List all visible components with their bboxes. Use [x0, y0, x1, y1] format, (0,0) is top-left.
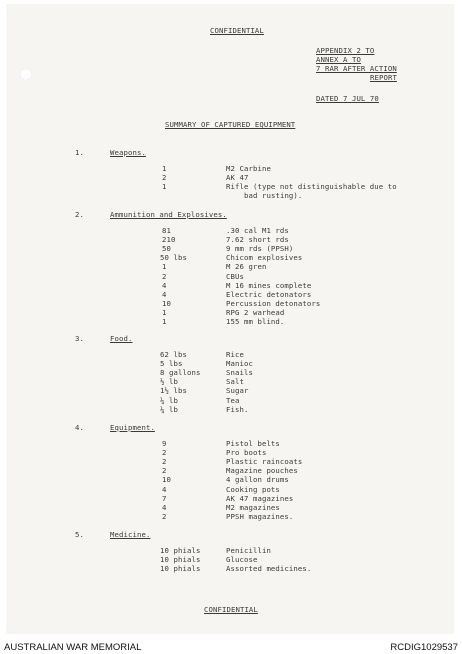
item-quantity: 50 [162, 244, 171, 254]
archive-name: AUSTRALIAN WAR MEMORIAL [4, 642, 142, 653]
item-description: Glucose [226, 555, 258, 565]
item-description: Snails [226, 368, 253, 378]
item-description: AK 47 magazines [226, 493, 294, 503]
classification-top: CONFIDENTIAL [210, 26, 264, 35]
section-title: Food. [110, 334, 133, 343]
item-description: 9 mm rds (PPSH) [226, 244, 294, 254]
item-description: .30 cal M1 rds [226, 226, 289, 235]
item-quantity: 4 [162, 502, 167, 512]
appendix-line-3: 7 RAR AFTER ACTION [316, 64, 397, 73]
document-title: SUMMARY OF CAPTURED EQUIPMENT [165, 120, 296, 129]
item-description: Salt [226, 377, 244, 387]
item-quantity: 4 [162, 289, 167, 299]
item-description: Assorted medicines. [226, 564, 312, 574]
item-description: Pistol belts [226, 439, 280, 448]
item-quantity: 10 [162, 475, 171, 485]
appendix-line-2: ANNEX A TO [316, 55, 361, 64]
item-quantity: 4 [162, 484, 167, 494]
item-description: CBUs [226, 271, 244, 281]
section-title: Equipment. [110, 423, 155, 432]
item-quantity: 1 [162, 262, 167, 272]
item-description: PPSH magazines. [226, 511, 294, 521]
item-quantity: 10 phials [160, 546, 201, 555]
item-quantity: 10 [162, 298, 171, 308]
item-description: M2 Carbine [226, 164, 271, 173]
item-quantity: 1 [162, 164, 167, 173]
item-description: Plastic raincoats [226, 457, 303, 467]
item-quantity: 5 lbs [160, 359, 183, 369]
item-description: Cooking pots [226, 484, 280, 494]
appendix-line-1: APPENDIX 2 TO [316, 46, 375, 55]
item-description: M 16 mines complete [226, 280, 312, 290]
item-quantity: 10 phials [160, 564, 201, 574]
item-description: Electric detonators [226, 289, 312, 299]
item-quantity: 4 [162, 280, 167, 290]
item-description: Percussion detonators [226, 298, 321, 308]
item-description: Manioc [226, 359, 253, 369]
item-quantity: 10 phials [160, 555, 201, 565]
item-quantity: ½ lb [160, 377, 178, 387]
item-quantity: 1 [162, 182, 167, 192]
item-quantity: 1½ lbs [160, 386, 187, 396]
item-description: Rifle (type not distinguishable due to [226, 182, 397, 192]
item-description: RPG 2 warhead [226, 307, 285, 317]
section-title: Weapons. [110, 148, 146, 157]
section-number: 4. [75, 423, 84, 432]
section-title: Ammunition and Explosives. [110, 210, 227, 219]
section-number: 5. [75, 530, 84, 539]
item-description: M2 magazines [226, 502, 280, 512]
item-quantity: 9 [162, 439, 167, 448]
item-description: Chicom explosives [226, 253, 303, 263]
item-quantity: 81 [162, 226, 171, 235]
item-quantity: 7 [162, 493, 167, 503]
item-quantity: 2 [162, 173, 167, 183]
section-number: 2. [75, 210, 84, 219]
item-quantity: 2 [162, 457, 167, 467]
item-description: Magazine pouches [226, 466, 298, 476]
dated-line: DATED 7 JUL 70 [316, 94, 379, 103]
item-quantity: 2 [162, 448, 167, 458]
item-quantity: 62 lbs [160, 350, 187, 359]
item-quantity: 1 [162, 307, 167, 317]
item-quantity: 2 [162, 271, 167, 281]
section-number: 1. [75, 148, 84, 157]
item-description: Penicillin [226, 546, 271, 555]
item-quantity: 2 [162, 511, 167, 521]
section-title: Medicine. [110, 530, 151, 539]
item-description: Tea [226, 395, 240, 405]
item-quantity: 8 gallons [160, 368, 201, 378]
item-description: Rice [226, 350, 244, 359]
classification-bottom: CONFIDENTIAL [204, 605, 258, 614]
item-description: Sugar [226, 386, 249, 396]
section-number: 3. [75, 334, 84, 343]
item-description: Fish. [226, 404, 249, 414]
item-quantity: 210 [162, 235, 176, 245]
item-description: bad rusting). [244, 191, 303, 201]
item-quantity: 2 [162, 466, 167, 476]
appendix-line-4: REPORT [370, 73, 397, 82]
item-description: AK 47 [226, 173, 249, 183]
punch-hole [20, 69, 32, 80]
item-description: 4 gallon drums [226, 475, 289, 485]
archive-reference: RCDIG1029537 [390, 642, 458, 653]
item-quantity: ¼ lb [160, 404, 178, 414]
item-description: 7.62 short rds [226, 235, 289, 245]
item-description: 155 mm blind. [226, 317, 285, 326]
item-description: M 26 gren [226, 262, 267, 272]
item-quantity: 50 lbs [160, 253, 187, 263]
item-quantity: 1 [162, 317, 167, 326]
item-quantity: ¼ lb [160, 395, 178, 405]
item-description: Pro boots [226, 448, 267, 458]
